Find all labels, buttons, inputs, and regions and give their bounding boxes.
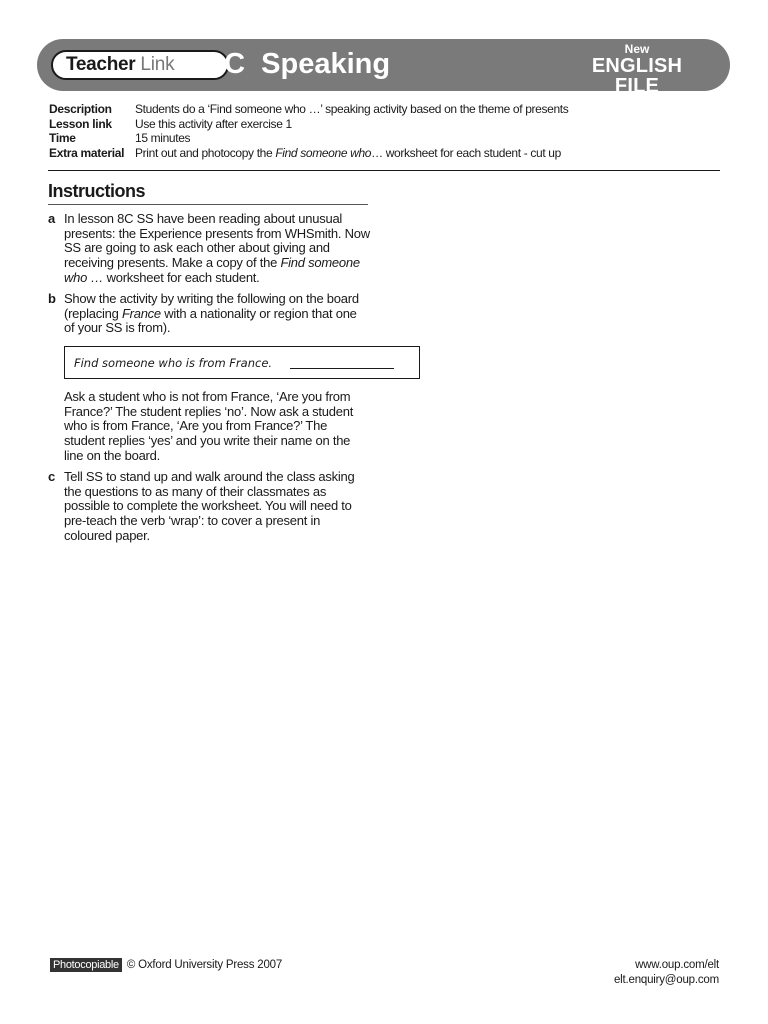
meta-value: Students do a ‘Find someone who …’ speaking activity based on the theme of presents xyxy=(135,102,569,116)
step-letter: c xyxy=(48,469,55,484)
brand-new-text: New xyxy=(624,42,650,56)
step-text-pre: In lesson 8C SS have been reading about unusual presents: the Experience presents from WHSmith. Now SS are going to ask each other about giving and receiving presents. Make a copy of the xyxy=(64,211,370,271)
brand-main-text: ENGLISH FILE xyxy=(591,55,683,97)
instruction-step-a xyxy=(48,212,378,286)
instructions-heading: Instructions xyxy=(48,181,146,201)
brand-level-text: Elementary xyxy=(607,96,667,108)
meta-row-lesson-link xyxy=(49,117,729,132)
meta-value: Use this activity after exercise 1 xyxy=(135,116,292,131)
step-letter: a xyxy=(48,211,55,226)
meta-row-description xyxy=(49,102,729,117)
step-text-italic: Find someone who … xyxy=(64,255,360,285)
footer-email[interactable]: elt.enquiry@oup.com xyxy=(613,974,719,986)
logo-link-text: Link xyxy=(140,54,175,75)
step-text-post: with a nationality or region that one of your SS is from). xyxy=(64,305,357,336)
meta-label: Time xyxy=(49,131,76,145)
step-text xyxy=(64,212,370,286)
step-text xyxy=(64,292,370,336)
footer-left xyxy=(50,958,282,972)
footer-right xyxy=(614,958,719,988)
meta-row-time xyxy=(49,131,729,146)
instruction-step-b xyxy=(48,292,378,336)
step-text-pre: Show the activity by writing the following on the board (replacing xyxy=(64,291,359,321)
meta-value-post: … worksheet for each student - cut up xyxy=(371,145,561,160)
meta-label: Lesson link xyxy=(49,116,112,131)
step-text: Tell SS to stand up and walk around the class asking the questions to as many of their classmates as possible to complete the worksheet. You will need to pre-teach the verb ‘wrap’: to cover a present in coloured paper. xyxy=(64,469,355,543)
copyright-text: © Oxford University Press 2007 xyxy=(126,959,283,971)
instruction-step-b-followup xyxy=(48,390,378,464)
board-example-text: Find someone who is from France. xyxy=(74,355,273,370)
step-text-post: worksheet for each student. xyxy=(103,269,260,285)
meta-value-italic: Find someone who xyxy=(275,145,372,160)
meta-value: 15 minutes xyxy=(135,131,191,145)
instruction-step-c xyxy=(48,470,378,544)
activity-meta xyxy=(49,102,729,160)
step-letter: b xyxy=(48,291,56,306)
meta-row-extra-material xyxy=(49,146,729,161)
board-example-blank-line xyxy=(290,357,394,369)
photocopiable-badge: Photocopiable xyxy=(50,958,122,972)
footer-url[interactable]: www.oup.com/elt xyxy=(635,959,719,971)
logo-teacher-text: Teacher xyxy=(66,54,136,75)
step-text-italic: France xyxy=(121,305,161,321)
board-example-box xyxy=(64,346,420,379)
step-text: Ask a student who is not from France, ‘Are you from France?’ The student replies ‘no’. Now ask a student who is from France, ‘Are you from France?’ The student replies ‘yes’ and you write their name on the line on the board. xyxy=(64,389,354,463)
meta-value-pre: Print out and photocopy the xyxy=(135,145,276,160)
instructions-divider xyxy=(48,204,368,205)
meta-label: Description xyxy=(49,102,112,116)
meta-label: Extra material xyxy=(49,145,125,160)
meta-value xyxy=(135,146,561,161)
header-banner xyxy=(37,39,730,108)
teacher-link-logo xyxy=(51,50,229,80)
page-title: 8C Speaking xyxy=(208,48,391,80)
meta-divider xyxy=(48,170,720,171)
english-file-logo xyxy=(572,41,702,108)
